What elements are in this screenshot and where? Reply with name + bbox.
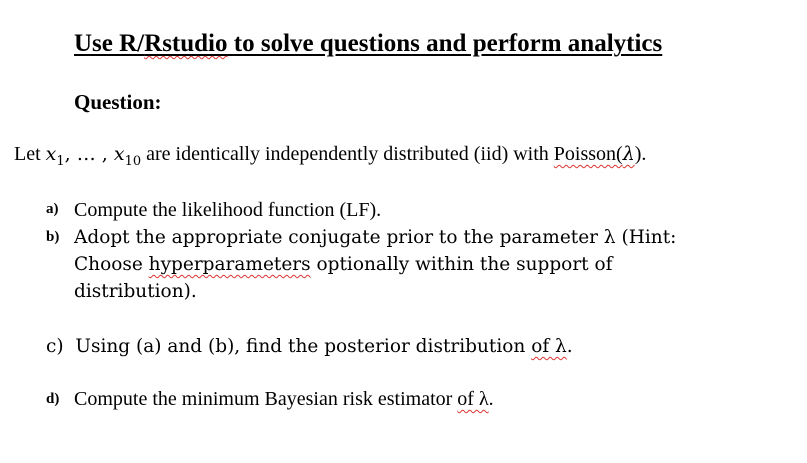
title-part1: Use R/	[74, 30, 145, 57]
question-b-text	[74, 224, 676, 305]
intro-close: ).	[634, 143, 647, 165]
math-ellipsis: , … ,	[64, 143, 114, 165]
question-c-text: Using (a) and (b), find the posterior distribution	[75, 336, 532, 357]
intro-prefix: Let	[14, 143, 46, 165]
math-var-x10: $x_{10}$	[113, 143, 142, 169]
question-b-line2: Choose hyperparameters optionally within the support of	[74, 254, 613, 275]
math-var-x1: $x_1$	[45, 143, 65, 169]
question-heading: Question:	[74, 90, 162, 114]
intro-line	[14, 143, 646, 169]
title-part2: Rstudio	[144, 30, 228, 57]
question-b-line1: Adopt the appropriate conjugate prior to the parameter λ (Hint:	[74, 227, 677, 248]
title-part3: to solve questions and perform analytics	[227, 30, 663, 57]
question-c-label: c)	[46, 336, 64, 357]
intro-text: are identically independently distributed (iid) with	[141, 143, 554, 165]
question-a-label: a)	[46, 201, 59, 217]
question-b-line3: distribution).	[74, 281, 197, 302]
question-d-label: d)	[46, 391, 60, 407]
question-b-label: b)	[46, 229, 60, 245]
intro-distribution: Poisson(λ	[553, 143, 635, 165]
question-c: c) Using (a) and (b), find the posterior distribution of λ.	[46, 336, 573, 357]
question-d-of-lambda: of λ	[457, 388, 489, 410]
document-title	[74, 30, 662, 58]
question-a-text: Compute the likelihood function (LF).	[74, 199, 382, 221]
question-d-text: Compute the minimum Bayesian risk estimator	[74, 388, 458, 410]
question-d: Compute the minimum Bayesian risk estimator of λ.	[74, 388, 494, 410]
question-c-of-lambda: of λ	[531, 336, 567, 357]
